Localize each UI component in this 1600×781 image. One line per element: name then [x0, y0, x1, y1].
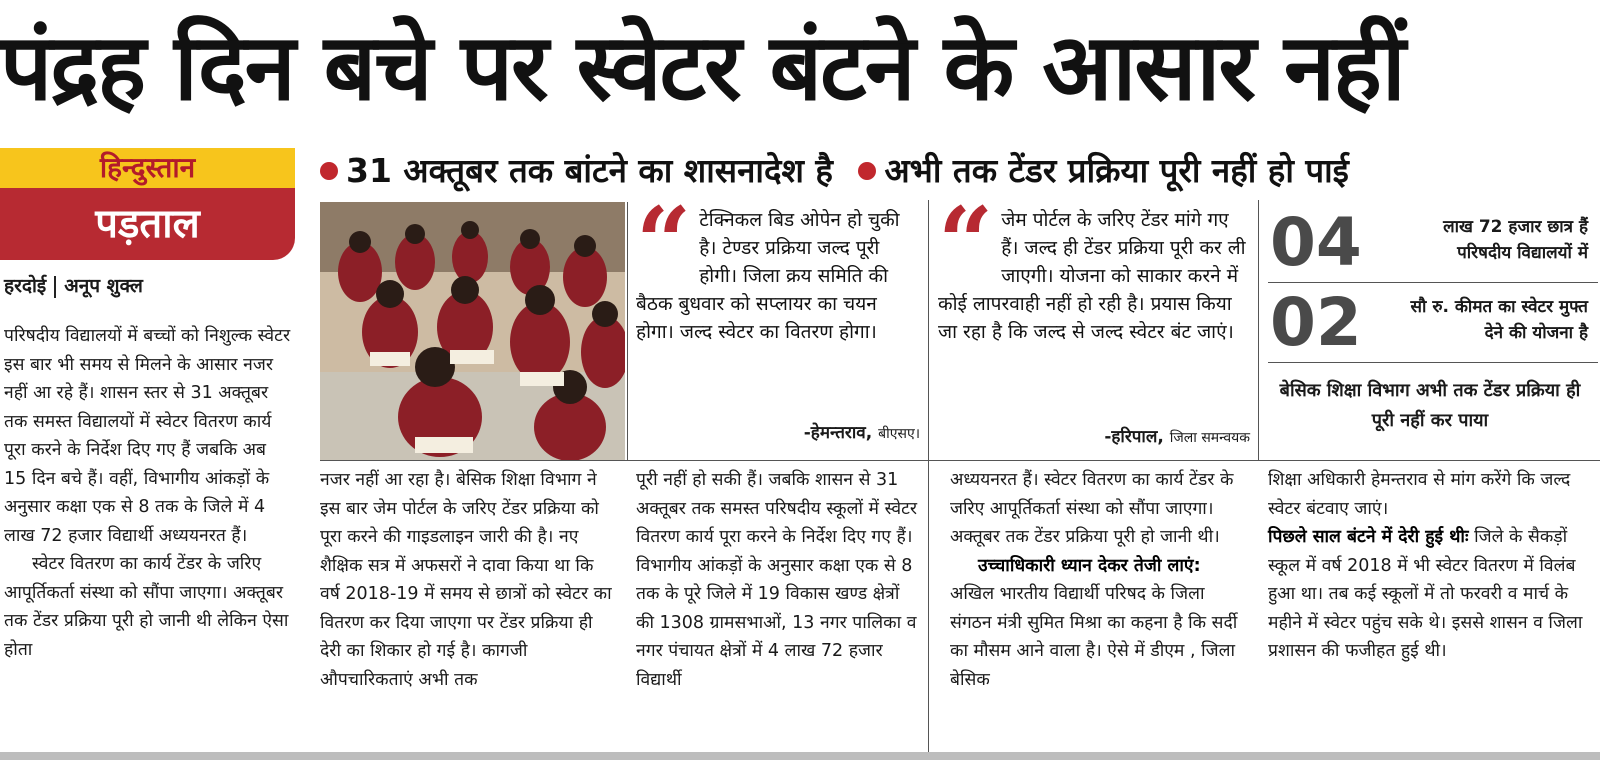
stat-text: सौ रु. कीमत का स्वेटर मुफ्त देने की योजना है [1410, 297, 1588, 343]
column-rule [627, 202, 628, 460]
bullet-icon [858, 162, 876, 180]
byline-place: हरदोई [4, 275, 47, 297]
quote-bsa-text: टेक्निकल बिड ओपेन हो चुकी है। टेण्डर प्रक्रिया जल्द पूरी होगी। जिला क्रय समिति की बैठक बुधवार को सप्लायर का चयन होगा। जल्द स्वेटर का वितरण होगा। [636, 209, 900, 343]
article-paragraph: नजर नहीं आ रहा है। बेसिक शिक्षा विभाग ने इस बार जेम पोर्टल के जरिए टेंडर प्रक्रिया को पूरा करने की गाइडलाइन जारी की है। नए शैक्षिक सत्र में अफसरों ने दावा किया था कि वर्ष 2018-19 में समय से छात्रों को स्वेटर का वितरण कर दिया जाएगा पर टेंडर प्रक्रिया ही देरी का शिकार हो गई है। कागजी औपचारिकताएं अभी तक [320, 470, 612, 690]
column-rule [1258, 200, 1259, 460]
article-paragraph: स्वेटर वितरण का कार्य टेंडर के जरिए आपूर्तिकर्ता संस्था को सौंपा जाएगा। अक्तूबर तक टेंडर प्रक्रिया पूरी हो जानी थी लेकिन ऐसा होता [4, 554, 289, 660]
article-column-2 [320, 466, 612, 694]
headline: पंद्रह दिन बचे पर स्वेटर बंटने के आसार नहीं [0, 14, 1404, 121]
brand-badge [0, 148, 295, 260]
byline-divider [54, 276, 56, 298]
quote-coordinator-name: -हरिपाल, [1104, 427, 1164, 447]
section-rule [320, 460, 1600, 461]
subhead-1: 31 अक्तूबर तक बांटने का शासनादेश है [346, 151, 833, 190]
quote-bsa-role: बीएसए। [878, 426, 920, 442]
byline [4, 272, 143, 298]
quote-coordinator-role: जिला समन्वयक [1169, 430, 1250, 446]
quote-bsa-attribution [636, 420, 920, 443]
bullet-icon [320, 162, 338, 180]
article-paragraph: अखिल भारतीय विद्यार्थी परिषद के जिला संगठन मंत्री सुमित मिश्रा का कहना है कि सर्दी का मौसम आने वाला है। ऐसे में डीएम , जिला बेसिक [950, 584, 1238, 690]
stat-number: 02 [1270, 284, 1362, 361]
article-column-3 [636, 466, 920, 694]
stat-note: बेसिक शिक्षा विभाग अभी तक टेंडर प्रक्रिया ही पूरी नहीं कर पाया [1279, 380, 1581, 431]
quote-coordinator-attribution [938, 424, 1250, 447]
quote-bsa-name: -हेमन्तराव, [803, 423, 873, 443]
stat-rule [1268, 282, 1598, 283]
classroom-photo [320, 202, 625, 460]
quote-coordinator [938, 186, 1250, 346]
article-column-5 [1268, 466, 1590, 666]
article-paragraph: पूरी नहीं हो सकी हैं। जबकि शासन से 31 अक्तूबर तक समस्त परिषदीय स्कूलों में स्वेटर वितरण कार्य पूरा करने के निर्देश दिए गए हैं। विभागीय आंकड़ों के अनुसार कक्षा एक से 8 तक के पूरे जिले में 19 विकास खण्ड क्षेत्रों की 1308 ग्रामसभाओं, 13 नगर पालिका व नगर पंचायत क्षेत्रों में 4 लाख 72 हजार विद्यार्थी [636, 470, 918, 690]
brand-name: हिन्दुस्तान [0, 148, 295, 188]
quote-bsa [636, 186, 918, 346]
article-subheading: पिछले साल बंटने में देरी हुई थीः [1268, 527, 1469, 547]
quote-coordinator-text: जेम पोर्टल के जरिए टेंडर मांगे गए हैं। जल्द ही टेंडर प्रक्रिया पूरी कर ली जाएगी। योजना को साकार करने में कोई लापरवाही नहीं हो रही है। प्रयास किया जा रहा है कि जल्द से जल्द स्वेटर बंट जाएं। [938, 209, 1246, 343]
byline-author: अनूप शुक्ल [64, 275, 143, 297]
stat-sweater-price [1270, 284, 1590, 361]
stat-number: 04 [1270, 204, 1362, 281]
article-paragraph: शिक्षा अधिकारी हेमन्तराव से मांग करेंगे कि जल्द स्वेटर बंटवाए जाएं। [1268, 470, 1571, 519]
article-subheading: उच्चाधिकारी ध्यान देकर तेजी लाएं: [978, 555, 1201, 576]
article-paragraph: परिषदीय विद्यालयों में बच्चों को निशुल्क स्वेटर इस बार भी समय से मिलने के आसार नजर नहीं आ रहे हैं। शासन स्तर से 31 अक्तूबर तक समस्त विद्यालयों में स्वेटर वितरण कार्य पूरा करने के निर्देश दिए गए हैं जबकि अब 15 दिन बचे हैं। वहीं, विभागीय आंकड़ों के अनुसार कक्षा एक से 8 तक के जिले में 4 लाख 72 हजार विद्यार्थी अध्ययनरत हैं। [4, 326, 291, 546]
quote-mark-icon: “ [636, 186, 692, 299]
article-column-1 [4, 322, 292, 664]
quote-mark-icon: “ [938, 186, 994, 299]
subhead-2: अभी तक टेंडर प्रक्रिया पूरी नहीं हो पाई [884, 151, 1349, 190]
bottom-rule [0, 752, 1600, 760]
stat-students [1270, 204, 1590, 281]
stat-text: लाख 72 हजार छात्र हैं परिषदीय विद्यालयों में [1443, 217, 1588, 263]
article-paragraph: अध्ययनरत हैं। स्वेटर वितरण का कार्य टेंडर के जरिए आपूर्तिकर्ता संस्था को सौंपा जाएगा। अक्तूबर तक टेंडर प्रक्रिया पूरी हो जानी थी। [950, 470, 1234, 547]
brand-section: पड़ताल [0, 188, 295, 260]
article-paragraph: जिले के सैकड़ों स्कूल में वर्ष 2018 में भी स्वेटर वितरण में विलंब हुआ था। तब कई स्कूलों में तो फरवरी व मार्च के महीने में स्वेटर पहुंच सके थे। इससे शासन व जिला प्रशासन की फजीहत हुई थी। [1268, 527, 1583, 661]
stat-rule [1268, 362, 1598, 363]
article-column-4 [950, 466, 1250, 694]
column-rule [928, 200, 929, 760]
